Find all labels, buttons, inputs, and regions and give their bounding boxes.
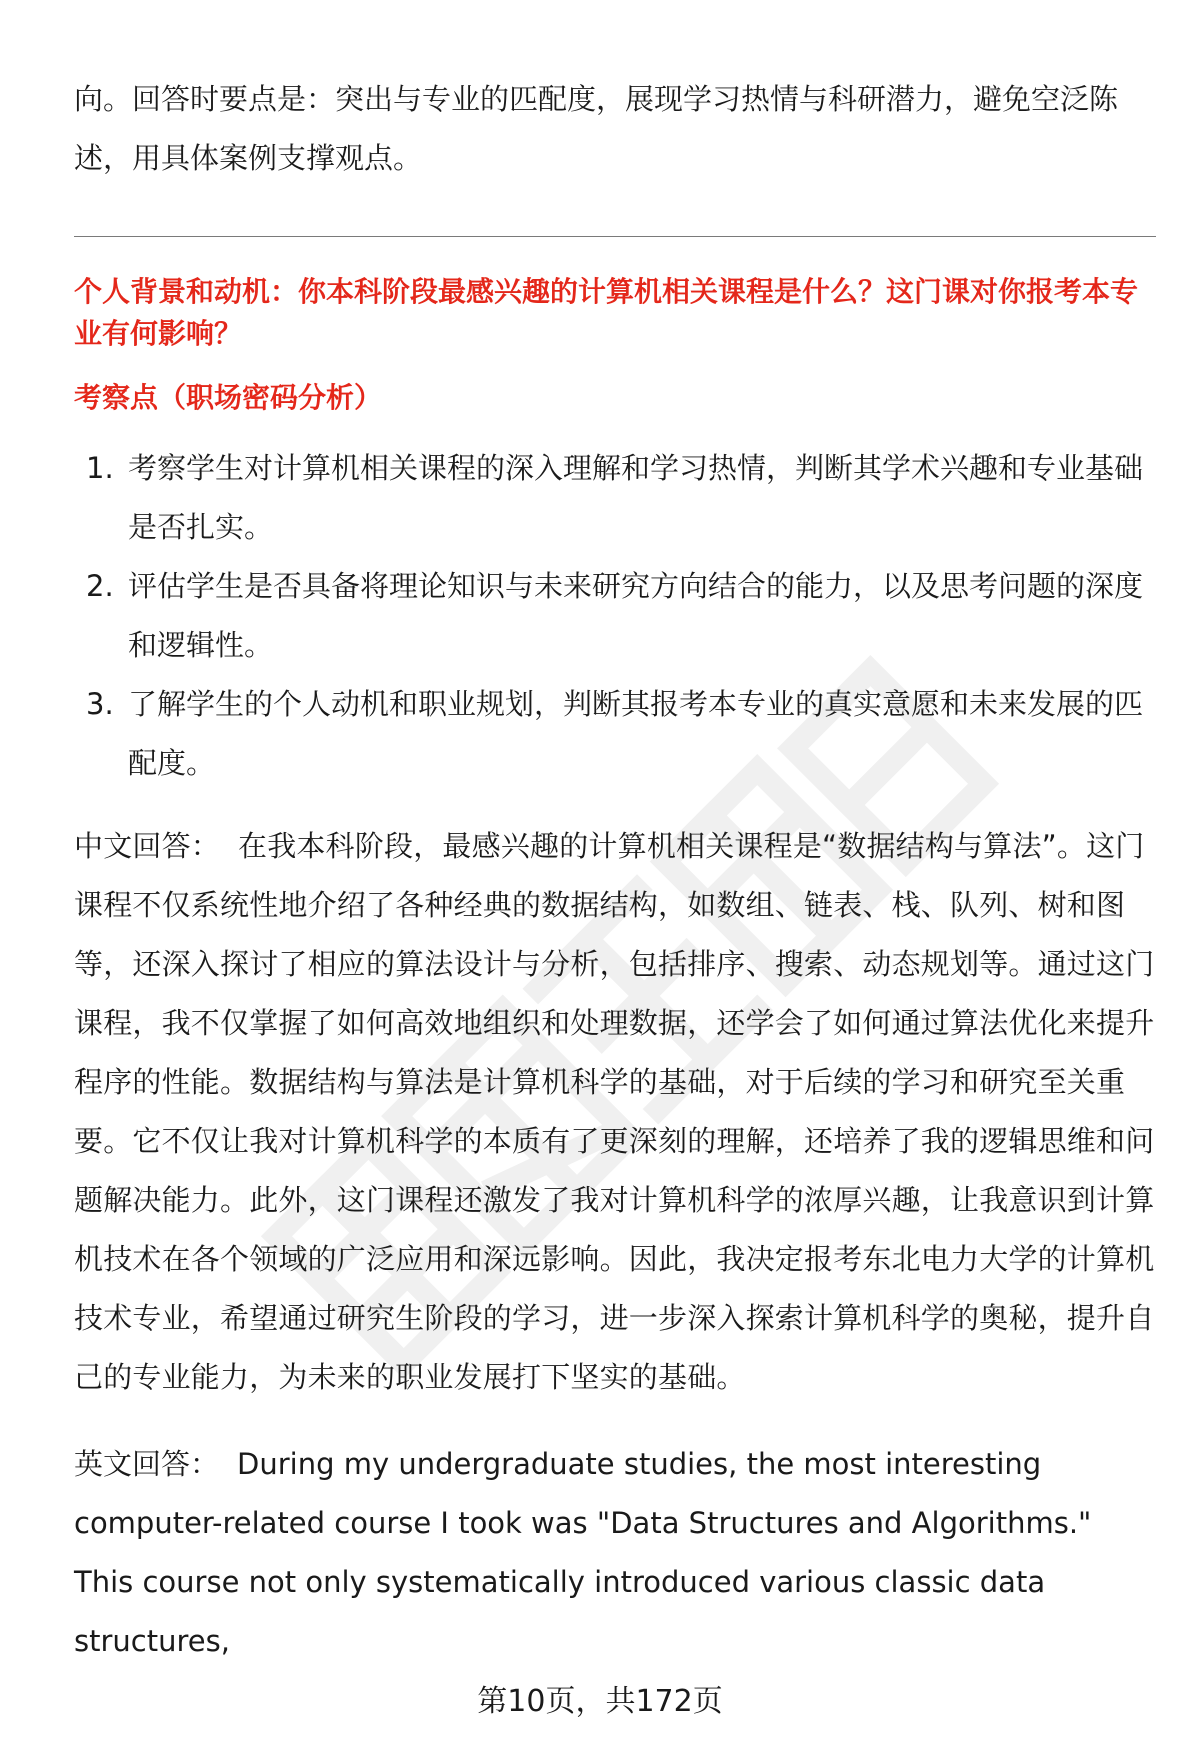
assessment-points-list xyxy=(74,439,1156,793)
section-divider xyxy=(74,236,1156,237)
section-heading: 考察点（职场密码分析） xyxy=(74,381,383,414)
english-answer xyxy=(74,1435,1156,1671)
list-item-text: 了解学生的个人动机和职业规划，判断其报考本专业的真实意愿和未来发展的匹配度。 xyxy=(128,687,1144,780)
list-item-number: 3. xyxy=(86,687,114,721)
page-footer: 第10页，共172页 xyxy=(477,1684,723,1719)
list-item-text: 评估学生是否具备将理论知识与未来研究方向结合的能力，以及思考问题的深度和逻辑性。 xyxy=(128,569,1144,662)
question-title: 个人背景和动机：你本科阶段最感兴趣的计算机相关课程是什么？这门课对你报考本专业有何影响？ xyxy=(74,275,1139,350)
list-item-number: 2. xyxy=(86,569,114,603)
document-page xyxy=(74,70,1156,1671)
list-item xyxy=(74,675,1156,793)
chinese-answer-label: 中文回答： xyxy=(74,829,221,863)
english-answer-text: During my undergraduate studies, the most interesting computer-related course I took was "Data Structures and Algorithms." This course not only systematically introduced various classic data structures, xyxy=(74,1447,1092,1658)
list-item xyxy=(74,557,1156,675)
chinese-answer xyxy=(74,817,1156,1407)
list-item xyxy=(74,439,1156,557)
list-item-number: 1. xyxy=(86,451,114,485)
intro-paragraph: 向。回答时要点是：突出与专业的匹配度，展现学习热情与科研潜力，避免空泛陈述，用具体案例支撑观点。 xyxy=(74,82,1119,175)
english-answer-label: 英文回答： xyxy=(74,1447,220,1481)
list-item-text: 考察学生对计算机相关课程的深入理解和学习热情，判断其学术兴趣和专业基础是否扎实。 xyxy=(128,451,1144,544)
chinese-answer-text: 在我本科阶段，最感兴趣的计算机相关课程是“数据结构与算法”。这门课程不仅系统性地介绍了各种经典的数据结构，如数组、链表、栈、队列、树和图等，还深入探讨了相应的算法设计与分析，包括排序、搜索、动态规划等。通过这门课程，我不仅掌握了如何高效地组织和处理数据，还学会了如何通过算法优化来提升程序的性能。数据结构与算法是计算机科学的基础，对于后续的学习和研究至关重要。它不仅让我对计算机科学的本质有了更深刻的理解，还培养了我的逻辑思维和问题解决能力。此外，这门课程还激发了我对计算机科学的浓厚兴趣，让我意识到计算机技术在各个领域的广泛应用和深远影响。因此，我决定报考东北电力大学的计算机技术专业，希望通过研究生阶段的学习，进一步深入探索计算机科学的奥秘，提升自己的专业能力，为未来的职业发展打下坚实的基础。 xyxy=(74,829,1155,1394)
